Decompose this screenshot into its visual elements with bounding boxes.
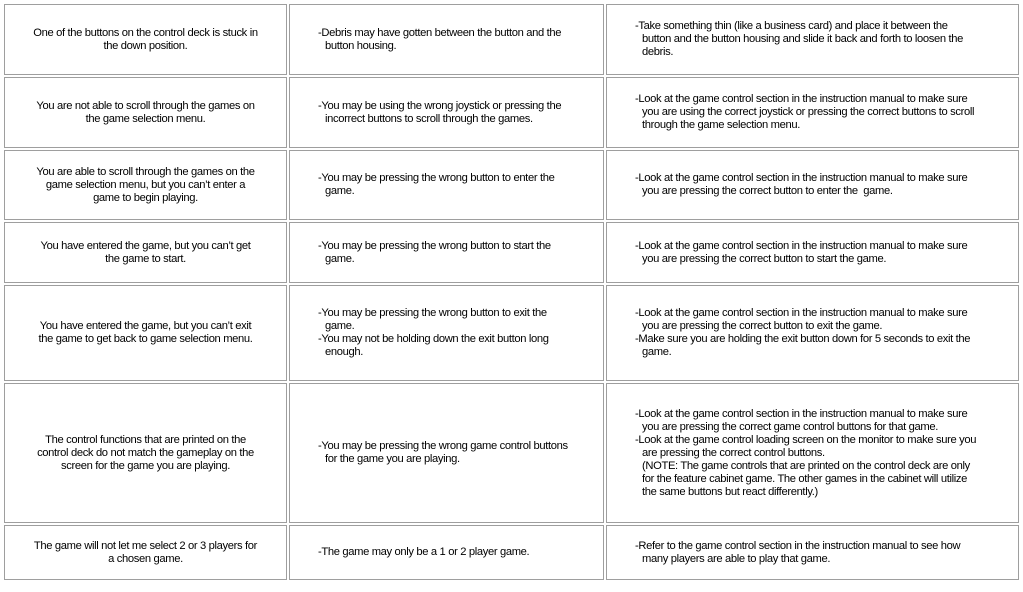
solution-cell — [606, 285, 1019, 381]
solution-line: -Take something thin (like a business card) and place it between the — [635, 20, 948, 32]
cause-line: -You may be pressing the wrong button to start the — [318, 239, 551, 252]
solution-line: -Make sure you are holding the exit button down for 5 seconds to exit the — [635, 333, 971, 345]
table-row — [4, 525, 1019, 580]
problem-cell — [4, 383, 287, 523]
table-row — [4, 150, 1019, 220]
solution-line: -Look at the game control section in the instruction manual to make sure — [635, 93, 968, 105]
solution-line: you are pressing the correct button to enter the game. — [642, 185, 893, 197]
cause-line: -The game may only be a 1 or 2 player game. — [318, 546, 530, 558]
troubleshooting-table — [2, 2, 1021, 582]
solution-cell — [606, 222, 1019, 283]
problem-cell — [4, 525, 287, 580]
table-row — [4, 4, 1019, 75]
table-row — [4, 77, 1019, 148]
solution-cell — [606, 150, 1019, 220]
problem-line: game to begin playing. — [93, 191, 198, 204]
cause-line: -You may be pressing the wrong button to enter the — [318, 172, 555, 184]
problem-line: You have entered the game, but you can’t get — [40, 239, 251, 252]
cause-line: for the game you are playing. — [325, 453, 460, 465]
troubleshooting-table-body — [4, 4, 1019, 580]
solution-line: button and the button housing and slide it back and forth to loosen the — [642, 33, 963, 45]
problem-cell — [4, 222, 287, 283]
problem-line: screen for the game you are playing. — [61, 459, 230, 472]
solution-line: -Look at the game control section in the instruction manual to make sure — [635, 239, 968, 252]
solution-line: the same buttons but react differently.) — [642, 485, 818, 498]
problem-line: The control functions that are printed on the — [45, 433, 246, 446]
solution-line: -Look at the game control section in the instruction manual to make sure — [635, 172, 968, 184]
cause-line: -Debris may have gotten between the button and the — [318, 26, 562, 39]
solution-line: (NOTE: The game controls that are printed on the control deck are only — [642, 459, 970, 472]
cause-cell — [289, 285, 604, 381]
solution-cell — [606, 383, 1019, 523]
solution-line: you are pressing the correct game control buttons for that game. — [642, 420, 938, 433]
solution-line: -Look at the game control loading screen on the monitor to make sure you — [635, 433, 977, 446]
cause-line: -You may be using the wrong joystick or pressing the — [318, 99, 562, 112]
problem-line: control deck do not match the gameplay on the — [37, 446, 254, 459]
cause-line: game. — [325, 185, 355, 197]
solution-line: you are pressing the correct button to exit the game. — [642, 320, 883, 332]
solution-line: -Look at the game control section in the instruction manual to make sure — [635, 407, 968, 420]
cause-line: game. — [325, 320, 355, 332]
cause-line: -You may be pressing the wrong game control buttons — [318, 440, 568, 452]
solution-line: are pressing the correct control buttons. — [642, 446, 825, 459]
solution-line: for the feature cabinet game. The other games in the cabinet will utilize — [642, 472, 967, 485]
solution-cell — [606, 525, 1019, 580]
cause-line: button housing. — [325, 39, 397, 52]
problem-cell — [4, 77, 287, 148]
problem-line: the game to get back to game selection menu. — [38, 333, 253, 345]
solution-line: through the game selection menu. — [642, 119, 800, 131]
solution-line: you are pressing the correct button to start the game. — [642, 252, 887, 265]
problem-line: the down position. — [103, 39, 188, 52]
problem-line: game selection menu, but you can’t enter a — [45, 178, 246, 191]
solution-cell — [606, 4, 1019, 75]
cause-line: -You may be pressing the wrong button to exit the — [318, 307, 547, 319]
problem-line: One of the buttons on the control deck is stuck in — [33, 26, 258, 39]
solution-line: -Refer to the game control section in the instruction manual to see how — [635, 539, 961, 552]
solution-cell — [606, 77, 1019, 148]
problem-line: You have entered the game, but you can’t exit — [39, 320, 252, 332]
table-row — [4, 383, 1019, 523]
cause-line: enough. — [325, 346, 363, 358]
cause-cell — [289, 383, 604, 523]
problem-line: You are able to scroll through the games on the — [36, 165, 255, 178]
problem-line: a chosen game. — [108, 552, 183, 565]
cause-line: incorrect buttons to scroll through the games. — [325, 112, 533, 125]
problem-cell — [4, 150, 287, 220]
table-row — [4, 222, 1019, 283]
problem-line: the game to start. — [105, 252, 186, 265]
cause-line: game. — [325, 252, 355, 265]
solution-line: -Look at the game control section in the instruction manual to make sure — [635, 307, 968, 319]
problem-cell — [4, 4, 287, 75]
solution-line: debris. — [642, 46, 674, 58]
cause-cell — [289, 4, 604, 75]
cause-line: -You may not be holding down the exit button long — [318, 333, 549, 345]
solution-line: game. — [642, 346, 672, 358]
cause-cell — [289, 150, 604, 220]
problem-line: The game will not let me select 2 or 3 players for — [33, 539, 258, 552]
solution-line: you are using the correct joystick or pressing the correct buttons to scroll — [642, 106, 975, 118]
cause-cell — [289, 525, 604, 580]
cause-cell — [289, 77, 604, 148]
problem-cell — [4, 285, 287, 381]
cause-cell — [289, 222, 604, 283]
table-row — [4, 285, 1019, 381]
problem-line: the game selection menu. — [85, 112, 206, 125]
solution-line: many players are able to play that game. — [642, 552, 831, 565]
problem-line: You are not able to scroll through the games on — [36, 99, 255, 112]
